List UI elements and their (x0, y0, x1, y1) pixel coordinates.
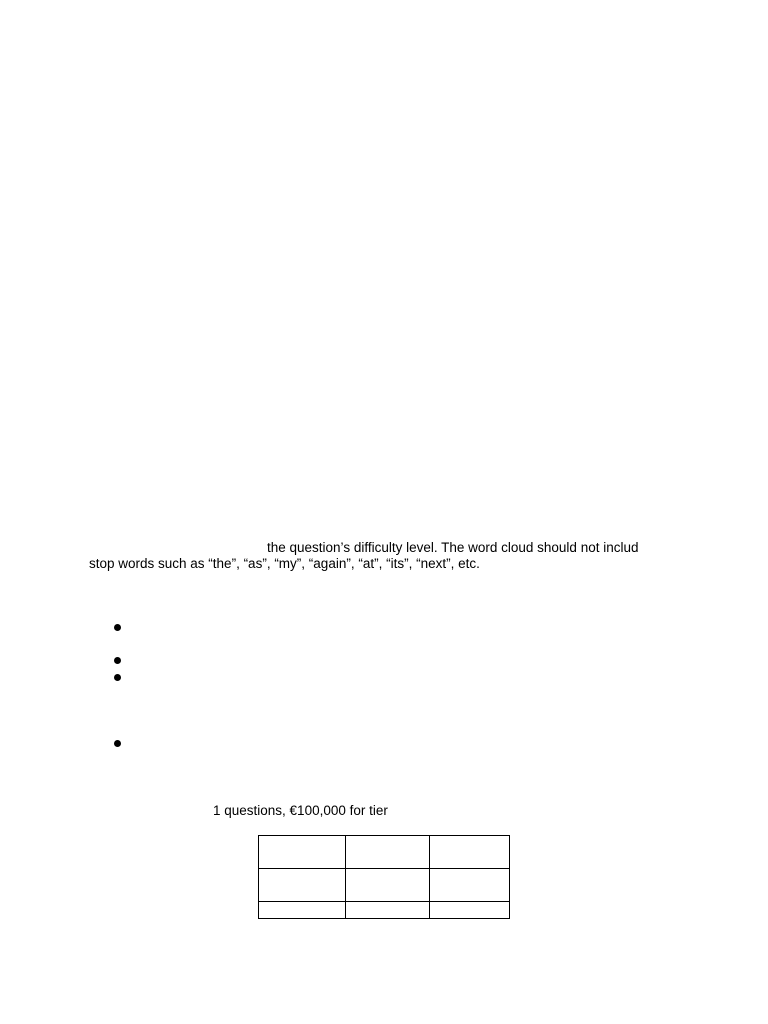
table-cell (430, 902, 510, 919)
table-cell (259, 902, 346, 919)
table-cell (259, 869, 346, 902)
table-cell (259, 836, 346, 869)
paragraph-line-1: the question’s difficulty level. The word cloud should not includ (267, 540, 639, 555)
list-item (114, 740, 121, 747)
paragraph-line-2: stop words such as “the”, “as”, “my”, “again”, “at”, “its”, “next”, etc. (89, 556, 480, 571)
table-row (259, 836, 510, 869)
list-item (114, 624, 121, 631)
table-cell (346, 869, 430, 902)
table-cell (430, 869, 510, 902)
table-row (259, 902, 510, 919)
table-cell (430, 836, 510, 869)
list-item (114, 657, 121, 664)
table-row (259, 869, 510, 902)
table-cell (346, 836, 430, 869)
table-caption: 1 questions, €100,000 for tier (213, 803, 388, 818)
data-table (258, 835, 510, 919)
table-cell (346, 902, 430, 919)
list-item (114, 674, 121, 681)
